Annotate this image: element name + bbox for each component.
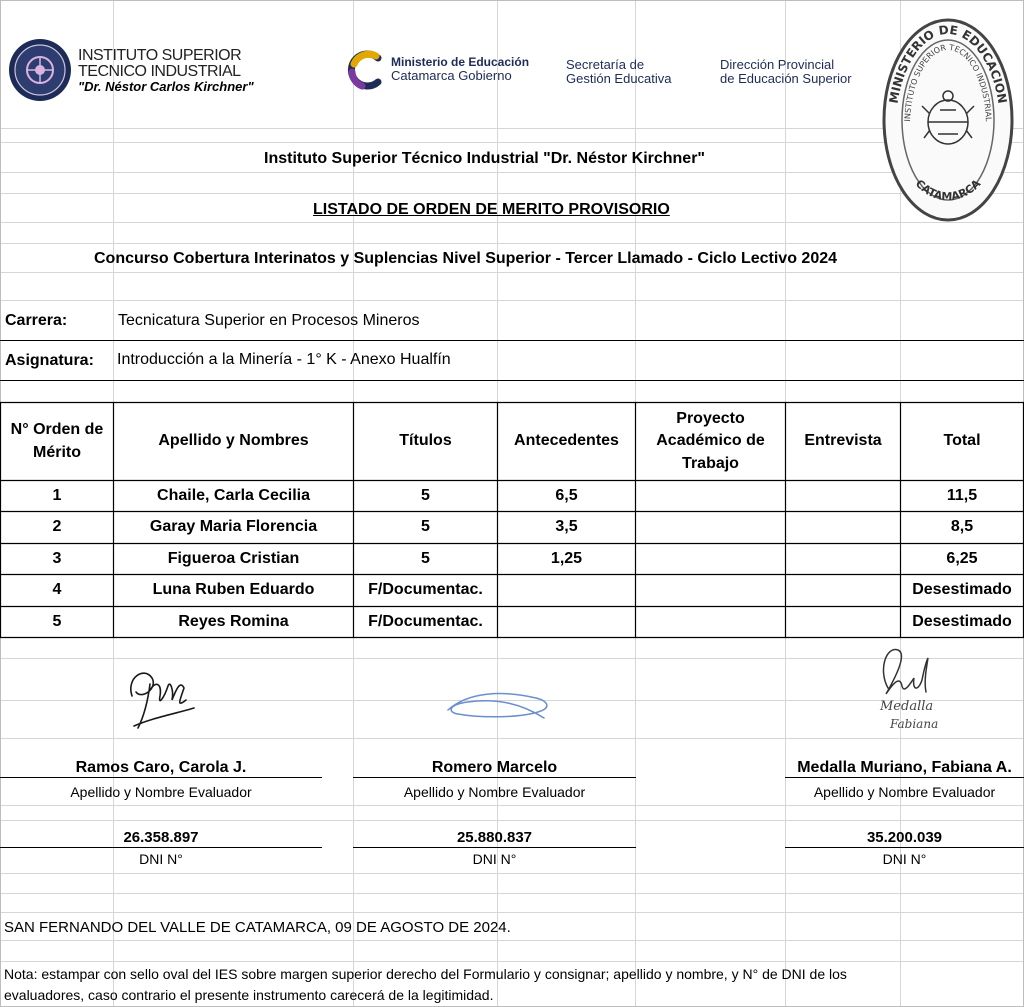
ministerio-c-icon [346,50,386,90]
row-1-entrevista [786,481,900,511]
row-1-antecedentes: 6,5 [555,486,578,504]
secretaria-logo [566,58,672,85]
row-5-nombre: Reyes Romina [178,612,289,630]
row-5-total: Desestimado [912,612,1012,630]
evaluator-1-dni-label: DNI N° [139,851,183,867]
ministerio-seal-stamp [878,14,1018,226]
direccion-line1: Dirección Provincial [720,57,835,72]
row-4-titulos: F/Documentac. [368,581,483,599]
seal-top-text: MINISTERIO DE EDUCACION [886,22,1010,105]
note-line-1: Nota: estampar con sello oval del IES sobre margen superior derecho del Formulario y consignar; apellido y nombre, y N° de DNI de los [4,966,847,982]
row-5-titulos: F/Documentac. [368,612,483,630]
row-3-orden: 3 [52,549,62,567]
ies-logo-line2: TECNICO INDUSTRIAL [78,63,241,80]
row-4-nombre: Luna Ruben Eduardo [152,581,315,599]
ies-emblem-icon [8,38,72,102]
asignatura-label: Asignatura: [5,352,94,369]
evaluator-1-role: Apellido y Nombre Evaluador [70,784,252,800]
row-1-total: 11,5 [946,486,978,504]
contest-title: Concurso Cobertura Interinatos y Suplencias Nivel Superior - Tercer Llamado - Ciclo Lectivo 2024 [94,250,838,267]
row-2-nombre: Garay Maria Florencia [149,518,318,536]
place-date: SAN FERNANDO DEL VALLE DE CATAMARCA, 09 DE AGOSTO DE 2024. [4,919,511,936]
row-1-titulos: 5 [421,486,430,504]
row-5-proyecto [636,607,785,637]
header-proyecto: Proyecto Académico de Trabajo [656,409,765,472]
header-total: Total [943,432,981,450]
row-4-entrevista [786,575,900,606]
signature-2 [440,684,558,726]
ies-logo-line3: "Dr. Néstor Carlos Kirchner" [78,79,254,94]
carrera-value: Tecnicatura Superior en Procesos Mineros [118,312,420,329]
row-2-titulos: 5 [421,518,430,536]
evaluator-3-dni-label: DNI N° [882,851,927,867]
row-4-antecedentes [498,575,635,606]
header-antecedentes: Antecedentes [514,432,619,450]
header-orden: N° Orden de Mérito [10,421,104,461]
row-4-total: Desestimado [912,581,1012,599]
row-1-proyecto [636,481,785,511]
secretaria-line1: Secretaría de [566,57,645,72]
signature-3-word-1: Medalla [880,699,934,714]
row-3-antecedentes: 1,25 [550,549,583,567]
row-3-titulos: 5 [421,549,430,567]
row-5-antecedentes [498,607,635,637]
row-5-entrevista [786,607,900,637]
seal-inner-text: INSTITUTO SUPERIOR TECNICO INDUSTRIAL [903,42,993,122]
row-2-antecedentes: 3,5 [555,518,578,536]
row-2-total: 8,5 [950,518,974,536]
direccion-line2: de Educación Superior [720,70,852,86]
document-title: LISTADO DE ORDEN DE MERITO PROVISORIO [313,201,670,218]
row-3-nombre: Figueroa Cristian [167,549,300,567]
signature-3 [868,640,958,736]
evaluator-1-dni: 26.358.897 [123,829,199,846]
evaluator-2-dni: 25.880.837 [456,829,533,846]
institution-name: Instituto Superior Técnico Industrial "Dr. Néstor Kirchner" [264,150,706,167]
row-3-total: 6,25 [946,549,978,567]
seal-bottom-text: CATAMARCA [912,177,984,204]
evaluator-2-dni-label: DNI N° [472,851,517,867]
note-line-2: evaluadores, caso contrario el presente instrumento carecerá de la legitimidad. [4,987,494,1003]
row-3-entrevista [786,544,900,574]
evaluator-1-name: Ramos Caro, Carola J. [75,759,247,776]
evaluator-3-dni: 35.200.039 [866,829,943,846]
ministerio-line1: Ministerio de Educación [391,55,530,69]
ies-logo-text [78,48,254,93]
asignatura-value: Introducción a la Minería - 1° K - Anexo Hualfín [117,351,451,368]
header-entrevista: Entrevista [804,432,882,450]
row-2-proyecto [636,512,785,543]
row-2-entrevista [786,512,900,543]
row-4-orden: 4 [52,581,62,599]
header-titulos: Títulos [399,432,452,450]
direccion-logo [720,58,852,85]
ies-logo [8,38,72,107]
evaluator-2-role: Apellido y Nombre Evaluador [403,784,586,800]
ministerio-logo-text [391,56,529,82]
carrera-label: Carrera: [5,312,68,329]
ies-logo-line1: INSTITUTO SUPERIOR [78,47,242,64]
row-1-nombre: Chaile, Carla Cecilia [157,486,310,504]
evaluator-3-role: Apellido y Nombre Evaluador [813,784,996,800]
header-nombre: Apellido y Nombres [158,432,309,450]
ministerio-logo [346,50,386,95]
signature-1 [118,656,202,736]
row-2-orden: 2 [52,518,62,536]
signature-3-word-2: Fabiana [890,717,939,731]
ministerio-line2: Catamarca Gobierno [391,67,512,83]
evaluator-2-name: Romero Marcelo [431,759,558,776]
secretaria-line2: Gestión Educativa [566,70,672,86]
row-4-proyecto [636,575,785,606]
row-5-orden: 5 [52,612,62,630]
evaluator-3-name: Medalla Muriano, Fabiana A. [797,759,1012,776]
row-3-proyecto [636,544,785,574]
row-1-orden: 1 [52,486,62,504]
